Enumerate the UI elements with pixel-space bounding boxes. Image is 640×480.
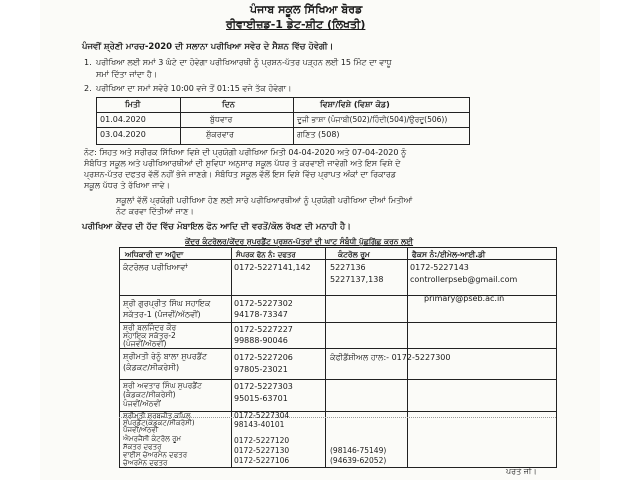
- contact-row-3-office-1: 0172-5227227: [234, 325, 293, 334]
- contact-row-6-title-3: ਪੰਜਵੀਂ/ਅੱਠਵੀਂ: [123, 426, 159, 434]
- point-1-line2: ਸਮਾਂ ਦਿੱਤਾ ਜਾਂਦਾ ਹੈ।: [96, 70, 158, 79]
- contact-row-7-mobile-1: (98146-75149): [330, 446, 387, 455]
- contact-row-1-title: ਕੰਟਰੋਲਰ ਪਰੀਖਿਆਵਾਂ: [123, 263, 188, 272]
- board-title: ਪੰਜਾਬ ਸਕੂਲ ਸਿੱਖਿਆ ਬੋਰਡ: [250, 3, 363, 16]
- schedule-row-1-date: 01.04.2020: [100, 115, 146, 124]
- school-note-line-2: ਨੋਟ ਕਰਵਾ ਦਿੱਤੀਆਂ ਜਾਣ।: [116, 207, 194, 216]
- contact-row-6-title-2: ਸੁਪਰਡੈਂਟ(ਕੰਡਕਟ/ਸੀਕਰੇਸੀ): [123, 419, 195, 427]
- schedule-header-day: ਦਿਨ: [222, 100, 235, 109]
- contacts-header-control: ਕੰਟਰੋਲ ਰੂਮ: [338, 250, 370, 259]
- turn-over-note: ਪਰਤੋ ਜੀ।: [506, 467, 537, 476]
- contact-row-1-control-1: 5227136: [330, 263, 366, 272]
- contact-row-1-email[interactable]: controllerpseb@gmail.com: [410, 275, 518, 284]
- contact-row-4-office-1: 0172-5227206: [234, 353, 293, 362]
- datesheet-subtitle: ਰੀਵਾਈਜ਼ਡ-1 ਡੇਟ-ਸ਼ੀਟ (ਲਿਖਤੀ): [226, 18, 366, 31]
- schedule-row-2-subject: ਗਣਿਤ (508): [297, 130, 340, 139]
- note-line-2: ਸੰਬੰਧਿਤ ਸਕੂਲ ਅਤੇ ਪਰੀਖਿਆਰਥੀਆਂ ਦੀ ਸੁਵਿਧਾ ਅਨੁਸਾਰ ਸਕੂਲ ਪੱਧਰ ਤੇ ਕਰਵਾਈ ਜਾਵੇਗੀ ਅਤੇ ਇਸ ਵਿਸ਼ੇ ਦੇ: [84, 159, 401, 168]
- contact-row-4-title-2: (ਕੰਡਕਟ/ਸੀਕਰੇਸੀ): [123, 363, 180, 372]
- contact-row-3-title-2: ਸਹਾਇਕ ਸਕੱਤਰ-2: [123, 331, 176, 340]
- intro-text: ਪੰਜਵੀਂ ਸ਼੍ਰੇਣੀ ਮਾਰਚ-2020 ਦੀ ਸਲਾਨਾ ਪਰੀਖਿਆ ਸਵੇਰ ਦੇ ਸੈਸ਼ਨ ਵਿੱਚ ਹੋਵੇਗੀ।: [82, 42, 334, 52]
- contacts-caption: ਕੇਂਦਰ ਕੰਟਰੋਲਰ/ਕੇਂਦਰ ਸੁਪਰਡੈਂਟ ਪ੍ਰਸ਼ਨ-ਪੱਤਰਾਂ ਦੀ ਘਾਟ ਸੰਬੰਧੀ ਪੁੱਛਗਿੱਛ ਕਰਨ ਲਈ: [185, 237, 414, 246]
- contact-row-5-title-1: ਸ਼੍ਰੀ ਅਵਤਾਰ ਸਿੰਘ ਸੁਪਰਡੈਂਟ: [123, 381, 202, 390]
- contact-row-4-office-2: 97805-23021: [234, 365, 288, 374]
- point-1-line1: ਪਰੀਖਿਆ ਲਈ ਸਮਾਂ 3 ਘੰਟੇ ਦਾ ਹੋਵੇਗਾ ਪਰੀਖਿਆਰਥੀ ਨੂੰ ਪ੍ਰਸ਼ਨ-ਪੱਤਰ ਪੜ੍ਹਨ ਲਈ 15 ਮਿੰਟ ਦਾ ਵਾਧੂ: [96, 58, 392, 67]
- note-line-3: ਪ੍ਰਸ਼ਨ-ਪੱਤਰ ਦਫਤਰ ਵੱਲੋਂ ਨਹੀਂ ਭੇਜੇ ਜਾਣਗੇ। ਸੰਬੰਧਿਤ ਸਕੂਲ ਵੱਲੋਂ ਇਸ ਵਿਸ਼ੇ ਵਿੱਚ ਪ੍ਰਾਪਤ ਅੰਕਾਂ ਦਾ ਰਿਕਾਰਡ: [84, 170, 397, 179]
- mobile-warning: ਪਰੀਖਿਆ ਕੇਂਦਰ ਦੀ ਹੱਦ ਵਿੱਚ ਮੋਬਾਇਲ ਫੋਨ ਆਦਿ ਦੀ ਵਰਤੋਂ/ਕੋਲ ਰੱਖਣ ਦੀ ਮਨਾਹੀ ਹੈ।: [82, 222, 351, 232]
- contacts-header-title: ਅਧਿਕਾਰੀ ਦਾ ਅਹੁੱਦਾ: [125, 250, 184, 259]
- contact-row-5-office-1: 0172-5227303: [234, 382, 293, 391]
- contact-row-7-title-4: ਚੇਅਰਮੈਨ ਦਫਤਰ: [123, 459, 168, 467]
- schedule-row-1-day: ਬੁੱਧਵਾਰ: [210, 115, 233, 124]
- contact-row-2-office-2: 94178-73347: [234, 310, 288, 319]
- contact-row-7-title-2: ਸੱਕਤਰ ਦਫਤਰ: [123, 443, 162, 451]
- schedule-row-2-date: 03.04.2020: [100, 130, 146, 139]
- note-line-1: ਨੋਟ: ਸਿਹਤ ਅਤੇ ਸਰੀਰਕ ਸਿੱਖਿਆ ਵਿਸ਼ੇ ਦੀ ਪ੍ਰਯੋਗੀ ਪਰੀਖਿਆ ਮਿਤੀ 04-04-2020 ਅਤੇ 07-04-2020 ਨੂੰ: [84, 148, 407, 157]
- schedule-header-subject: ਵਿਸ਼ਾ/ਵਿਸ਼ੇ (ਵਿਸ਼ਾ ਕੋਡ): [320, 100, 390, 109]
- point-2-line1: ਪਰੀਖਿਆ ਦਾ ਸਮਾਂ ਸਵੇਰੇ 10:00 ਵਜੇ ਤੋਂ 01:15 ਵਜੇ ਤੱਕ ਹੋਵੇਗਾ।: [96, 84, 292, 93]
- contact-row-7-mobile-2: (94639-62052): [330, 456, 387, 465]
- note-line-4: ਸਕੂਲ ਪੱਧਰ ਤੇ ਰੱਖਿਆ ਜਾਵੇ।: [84, 181, 170, 190]
- schedule-row-2-day: ਸ਼ੁੱਕਰਵਾਰ: [206, 130, 234, 139]
- contact-row-1-control-2: 5227137,138: [330, 275, 384, 284]
- contacts-header-office: ਸੰਪਰਕ ਫੋਨ ਨੰ: ਦਫਤਰ: [236, 251, 296, 259]
- contact-row-2-title-2: ਸਕੱਤਰ-1 (ਪੰਜਵੀਂ/ਅੱਠਵੀਂ): [123, 310, 201, 319]
- contact-row-3-title-1: ਸ਼੍ਰੀ ਬਲਜਿੰਦਰ ਕੌਰ: [123, 323, 177, 332]
- school-note-line-1: ਸਕੂਲਾਂ ਵੱਲੋਂ ਪ੍ਰਯੋਗੀ ਪਰੀਖਿਆ ਹੋਣ ਲਈ ਸਾਰੇ ਪਰੀਖਿਆਰਥੀਆਂ ਨੂੰ ਪ੍ਰਯੋਗੀ ਪਰੀਖਿਆ ਦੀਆਂ ਮਿਤੀਆਂ: [116, 196, 413, 205]
- contact-row-7-office-3: 0172-5227130: [234, 446, 290, 455]
- contact-row-4-title-1: ਸ਼੍ਰੀਮਤੀ ਰੇਨੂੰ ਬਾਲਾ ਸੁਪਰਡੈਂਟ: [123, 352, 208, 361]
- contact-row-4-confidential-hall: ਕੰਫੀਡੈਂਸ਼ੀਅਲ ਹਾਲ:- 0172-5227300: [330, 353, 451, 362]
- contact-row-5-title-3: ਪੰਜਵੀਂ/ਅੱਠਵੀਂ: [123, 399, 161, 408]
- contact-row-2-office-1: 0172-5227302: [234, 299, 293, 308]
- contact-row-7-title-1: ਐਮਰਜੈਂਸੀ ਕੰਟਰੋਲ ਰੂਮ: [123, 435, 182, 443]
- contact-row-5-title-2: (ਕੰਡਕਟ/ਸੀਕਰੇਸੀ): [123, 390, 176, 399]
- contact-row-5-office-2: 95015-63701: [234, 394, 288, 403]
- contact-row-6-office-2: 98143-40101: [234, 420, 285, 429]
- contact-row-3-email[interactable]: primary@pseb.ac.in: [424, 294, 505, 303]
- point-2-num: 2.: [84, 84, 92, 93]
- contact-row-6-office-1: 0172-5227304: [234, 411, 290, 420]
- contact-row-2-title-1: ਸ਼੍ਰੀ ਗੁਰਪ੍ਰੀਤ ਸਿੰਘ ਸਹਾਇਕ: [123, 299, 211, 308]
- schedule-header-date: ਮਿਤੀ: [125, 100, 141, 109]
- contact-row-7-office-4: 0172-5227106: [234, 456, 290, 465]
- contact-row-1-fax: 0172-5227143: [410, 263, 469, 272]
- contact-row-3-office-2: 99888-90046: [234, 336, 288, 345]
- contact-row-3-title-3: (ਪੰਜਵੀਂ/ਅੱਠਵੀਂ): [123, 339, 167, 348]
- schedule-row-1-subject: ਦੂਜੀ ਭਾਸ਼ਾ (ਪੰਜਾਬੀ(502)/ਹਿੰਦੀ(504)/ਉਰਦੂ(506)): [297, 115, 448, 124]
- contact-row-7-title-3: ਵਾਈਸ ਚੇਅਰਮੈਨ ਦਫਤਰ: [123, 451, 188, 459]
- point-1-num: 1.: [84, 58, 92, 67]
- contact-row-6-title-1: ਸ਼੍ਰੀਮਤੀ ਸਰਬਜੀਤ ਕਪਿਲ: [123, 412, 191, 420]
- contacts-header-fax: ਫੈਕਸ ਨੰ:/ਈਮੇਲ-ਆਈ.ਡੀ: [412, 250, 486, 259]
- contact-row-7-office-2: 0172-5227120: [234, 436, 290, 445]
- contact-row-1-office: 0172-5227141,142: [234, 263, 311, 272]
